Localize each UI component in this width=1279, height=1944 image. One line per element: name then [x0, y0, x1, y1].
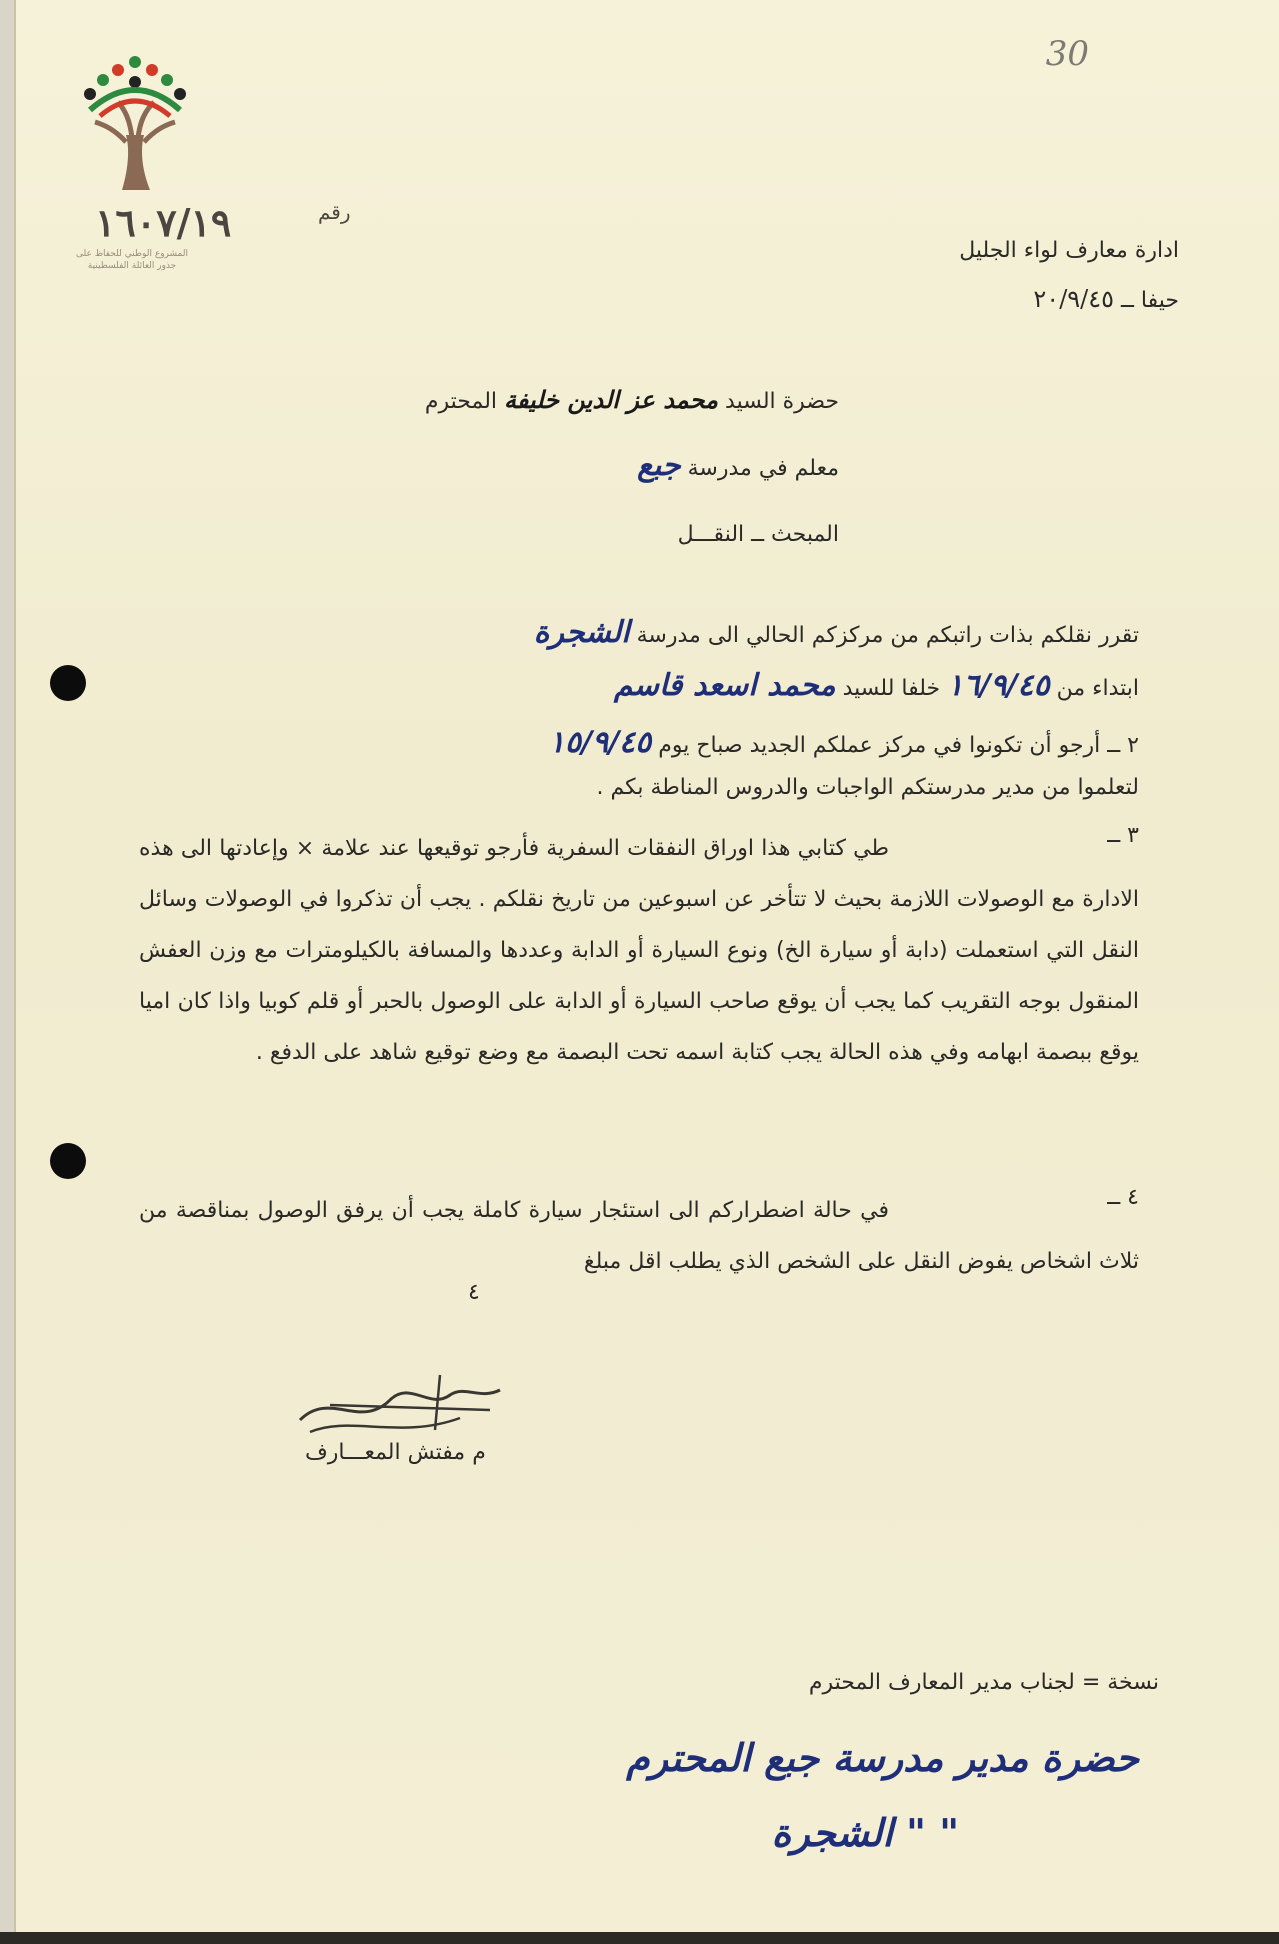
- reference-number: ١٦٠٧/١٩: [95, 200, 232, 245]
- start-date: ١٦/٩/٤٥: [947, 668, 1050, 703]
- people-icons: [84, 56, 186, 116]
- salutation-suffix: المحترم: [424, 389, 498, 414]
- page-number: 30: [1045, 34, 1089, 74]
- office-name: ادارة معارف لواء الجليل: [959, 238, 1179, 263]
- copy-handwritten-line1: حضرة مدير مدرسة جبع المحترم: [626, 1735, 1139, 1780]
- paragraph2-text: أرجو أن تكونوا في مركز عملكم الجديد صباح يوم: [658, 733, 1101, 758]
- successor-label: خلفا للسيد: [842, 676, 941, 701]
- school-name: جبع: [637, 448, 681, 483]
- logo-caption-line1: المشروع الوطني للحفاظ على: [75, 249, 188, 259]
- page-edge: [0, 0, 14, 1944]
- paragraph1-line1: [534, 615, 1139, 650]
- paragraph4-end-mark: ٤: [468, 1280, 480, 1305]
- page-bottom-edge: [0, 1932, 1279, 1944]
- inspector-title: م مفتش المعـــارف: [305, 1440, 486, 1465]
- transfer-statement: تقرر نقلكم بذات راتبكم من مركزكم الحالي الى مدرسة: [636, 623, 1139, 648]
- paragraph4-number: ٤ ــ: [1107, 1185, 1139, 1210]
- family-tree-logo: [70, 50, 200, 195]
- role-line: [637, 448, 839, 483]
- addressee-line: [425, 385, 839, 414]
- paragraph2-line1: [549, 725, 1139, 760]
- letter-date: ٢٠/٩/٤٥: [1033, 285, 1115, 313]
- start-label: ابتداء من: [1056, 676, 1139, 701]
- paragraph4-text: في حالة اضطراركم الى استئجار سيارة كاملة يجب أن يرفق الوصول بمناقصة من ثلاث اشخاص يفوض النقل على الشخص الذي يطلب اقل مبلغ: [139, 1198, 1139, 1274]
- copy-handwritten-line2: " " الشجرة: [771, 1810, 959, 1855]
- new-school-name: الشجرة: [533, 615, 630, 650]
- punch-hole-top: [50, 665, 86, 701]
- salutation-prefix: حضرة السيد: [725, 389, 839, 414]
- tree-trunk-icon: [95, 102, 175, 190]
- role-prefix: معلم في مدرسة: [687, 456, 839, 481]
- copy-notice: نسخة = لجناب مدير المعارف المحترم: [808, 1670, 1159, 1695]
- logo-caption-line2: جذور العائلة الفلسطينية: [87, 261, 177, 271]
- paragraph3-text: طي كتابي هذا اوراق النفقات السفرية فأرجو توقيعها عند علامة × وإعادتها الى هذه الادارة مع الوصولات اللازمة بحيث لا تتأخر عن اسبوعين من تاريخ نقلكم . يجب أن تذكروا في الوصولات وسائل النقل التي استعملت (دابة أو سيارة الخ) ونوع السيارة أو الدابة وعددها والمسافة بالكيلومترات مع وزن العفش المنقول بوجه التقريب كما يجب أن يوقع صاحب السيارة أو الدابة على الوصول بالحبر أو قلم كوبيا واذا كان اميا يوقع ببصمة ابهامه وفي هذه الحالة يجب كتابة اسمه تحت البصمة مع وضع توقيع شاهد على الدفع .: [139, 836, 1139, 1065]
- paragraph2-line2: لتعلموا من مدير مدرستكم الواجبات والدروس المناطة بكم .: [596, 775, 1139, 800]
- place-date: [1033, 285, 1179, 313]
- punch-hole-bottom: [50, 1143, 86, 1179]
- inspector-signature: [290, 1370, 520, 1450]
- logo-caption: [62, 248, 202, 272]
- predecessor-name: محمد اسعد قاسم: [613, 668, 836, 703]
- paragraph3-number: ٣ ــ: [1107, 823, 1139, 848]
- report-date: ١٥/٩/٤٥: [548, 725, 652, 760]
- addressee-name: محمد عز الدين خليفة: [504, 385, 719, 414]
- place-label: حيفا ــ: [1121, 288, 1179, 313]
- paragraph1-line2: [614, 668, 1139, 703]
- reference-label: رقم: [318, 200, 351, 224]
- paragraph2-number: ٢ ــ: [1107, 733, 1139, 758]
- subject-line: المبحث ــ النقـــل: [677, 522, 839, 547]
